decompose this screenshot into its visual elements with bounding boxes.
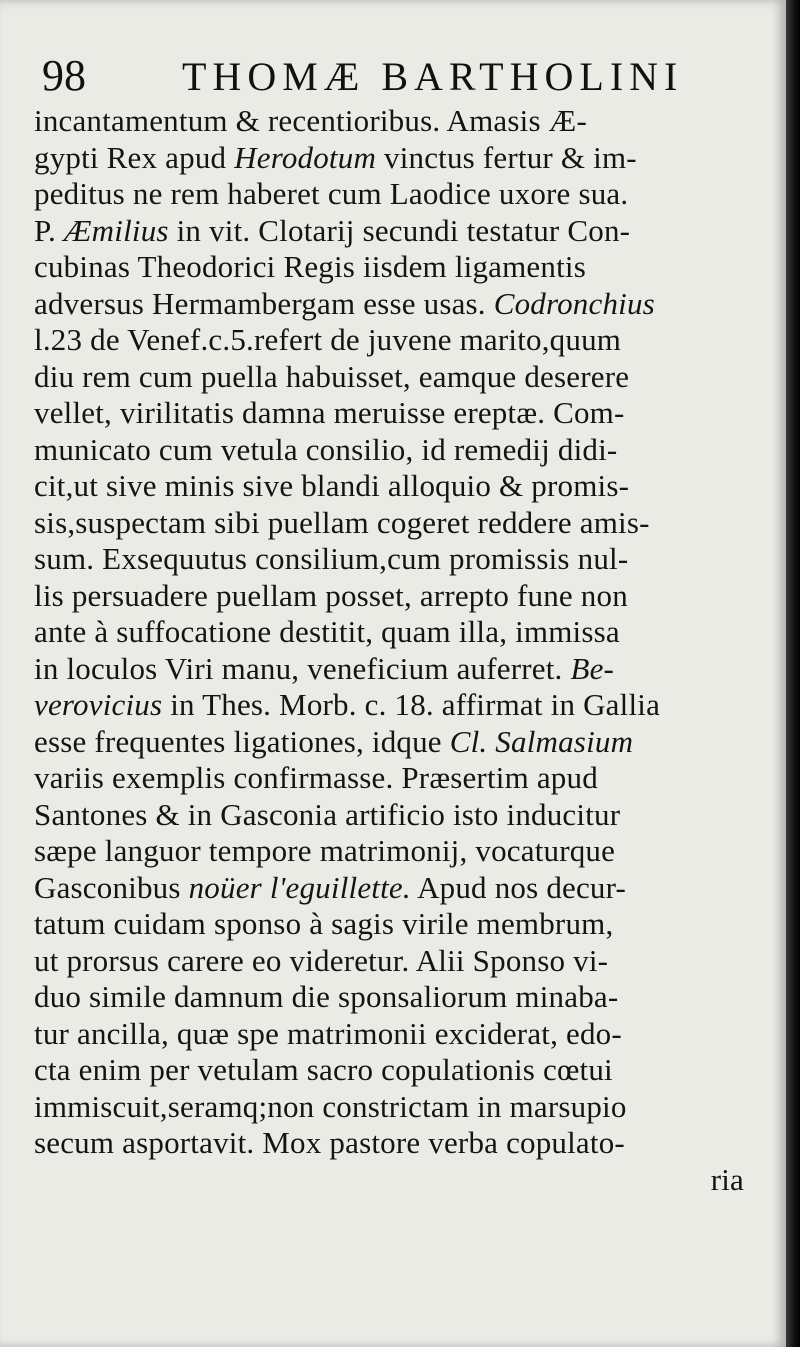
text-line: Gasconibus noüer l'eguillette. Apud nos decur- xyxy=(34,869,627,905)
text-line: duo simile damnum die sponsaliorum minaba- xyxy=(34,979,619,1014)
text-line: lis persuadere puellam posset, arrepto fune non xyxy=(34,577,628,613)
text-block xyxy=(34,103,764,1198)
text-line: variis exemplis confirmasse. Præsertim apud xyxy=(34,760,598,795)
italic-name: Æmilius xyxy=(63,212,169,248)
text-line: sæpe languor tempore matrimonij, vocaturque xyxy=(34,833,616,868)
text-line: sis,suspectam sibi puellam cogeret reddere amis- xyxy=(34,504,650,540)
text-line: diu rem cum puella habuisset, eamque deserere xyxy=(34,358,630,394)
italic-name: verovicius xyxy=(34,687,163,722)
italic-name: Codronchius xyxy=(493,285,655,321)
text-line: sum. Exsequutus consilium,cum promissis nul- xyxy=(34,541,629,576)
italic-name: Cl. Salmasium xyxy=(449,723,634,759)
page-header xyxy=(40,42,760,102)
text-line: incantamentum & recentioribus. Amasis Æ- xyxy=(34,103,587,138)
text-line: gypti Rex apud Herodotum vinctus fertur & im- xyxy=(34,139,637,175)
text-line: cta enim per vetulam sacro copulationis cœtui xyxy=(34,1052,613,1087)
text-line: adversus Hermambergam esse usas. Codronchius xyxy=(34,285,655,321)
italic-name: Herodotum xyxy=(234,139,377,175)
text-line: ut prorsus carere eo videretur. Alii Sponso vi- xyxy=(34,942,609,978)
text-line: secum asportavit. Mox pastore verba copulato- xyxy=(34,1125,625,1160)
page-number: 98 xyxy=(42,51,86,100)
italic-name: Be- xyxy=(570,650,615,686)
text-line: tur ancilla, quæ spe matrimonii exciderat, edo- xyxy=(34,1015,622,1051)
text-line: municato cum vetula consilio, id remedij didi- xyxy=(34,431,618,467)
text-line: esse frequentes ligationes, idque Cl. Salmasium xyxy=(34,723,634,759)
text-line: tatum cuidam sponso à sagis virile membrum, xyxy=(34,906,614,941)
text-line: verovicius in Thes. Morb. c. 18. affirmat in Gallia xyxy=(34,687,661,722)
catchword: ria xyxy=(710,1161,744,1197)
text-line: ante à suffocatione destitit, quam illa, immissa xyxy=(34,614,620,649)
italic-name: noüer l'eguillette. xyxy=(188,869,411,905)
text-line: cit,ut sive minis sive blandi alloquio & promis- xyxy=(34,468,630,503)
text-line: peditus ne rem haberet cum Laodice uxore sua. xyxy=(34,176,629,211)
running-title: THOMÆ BARTHOLINI xyxy=(182,54,684,99)
text-line: P. Æmilius in vit. Clotarij secundi testatur Con- xyxy=(34,212,631,248)
page-edge-shadow xyxy=(786,0,800,1347)
text-line: immiscuit,seramq;non constrictam in marsupio xyxy=(34,1088,627,1124)
text-line: l.23 de Venef.c.5.refert de juvene marito,quum xyxy=(34,322,622,357)
text-line: cubinas Theodorici Regis iisdem ligamentis xyxy=(34,249,586,284)
text-line: in loculos Viri manu, veneficium auferret. Be- xyxy=(34,650,615,686)
text-line: vellet, virilitatis damna meruisse ereptæ. Com- xyxy=(34,395,625,430)
text-line: Santones & in Gasconia artificio isto inducitur xyxy=(34,796,621,832)
